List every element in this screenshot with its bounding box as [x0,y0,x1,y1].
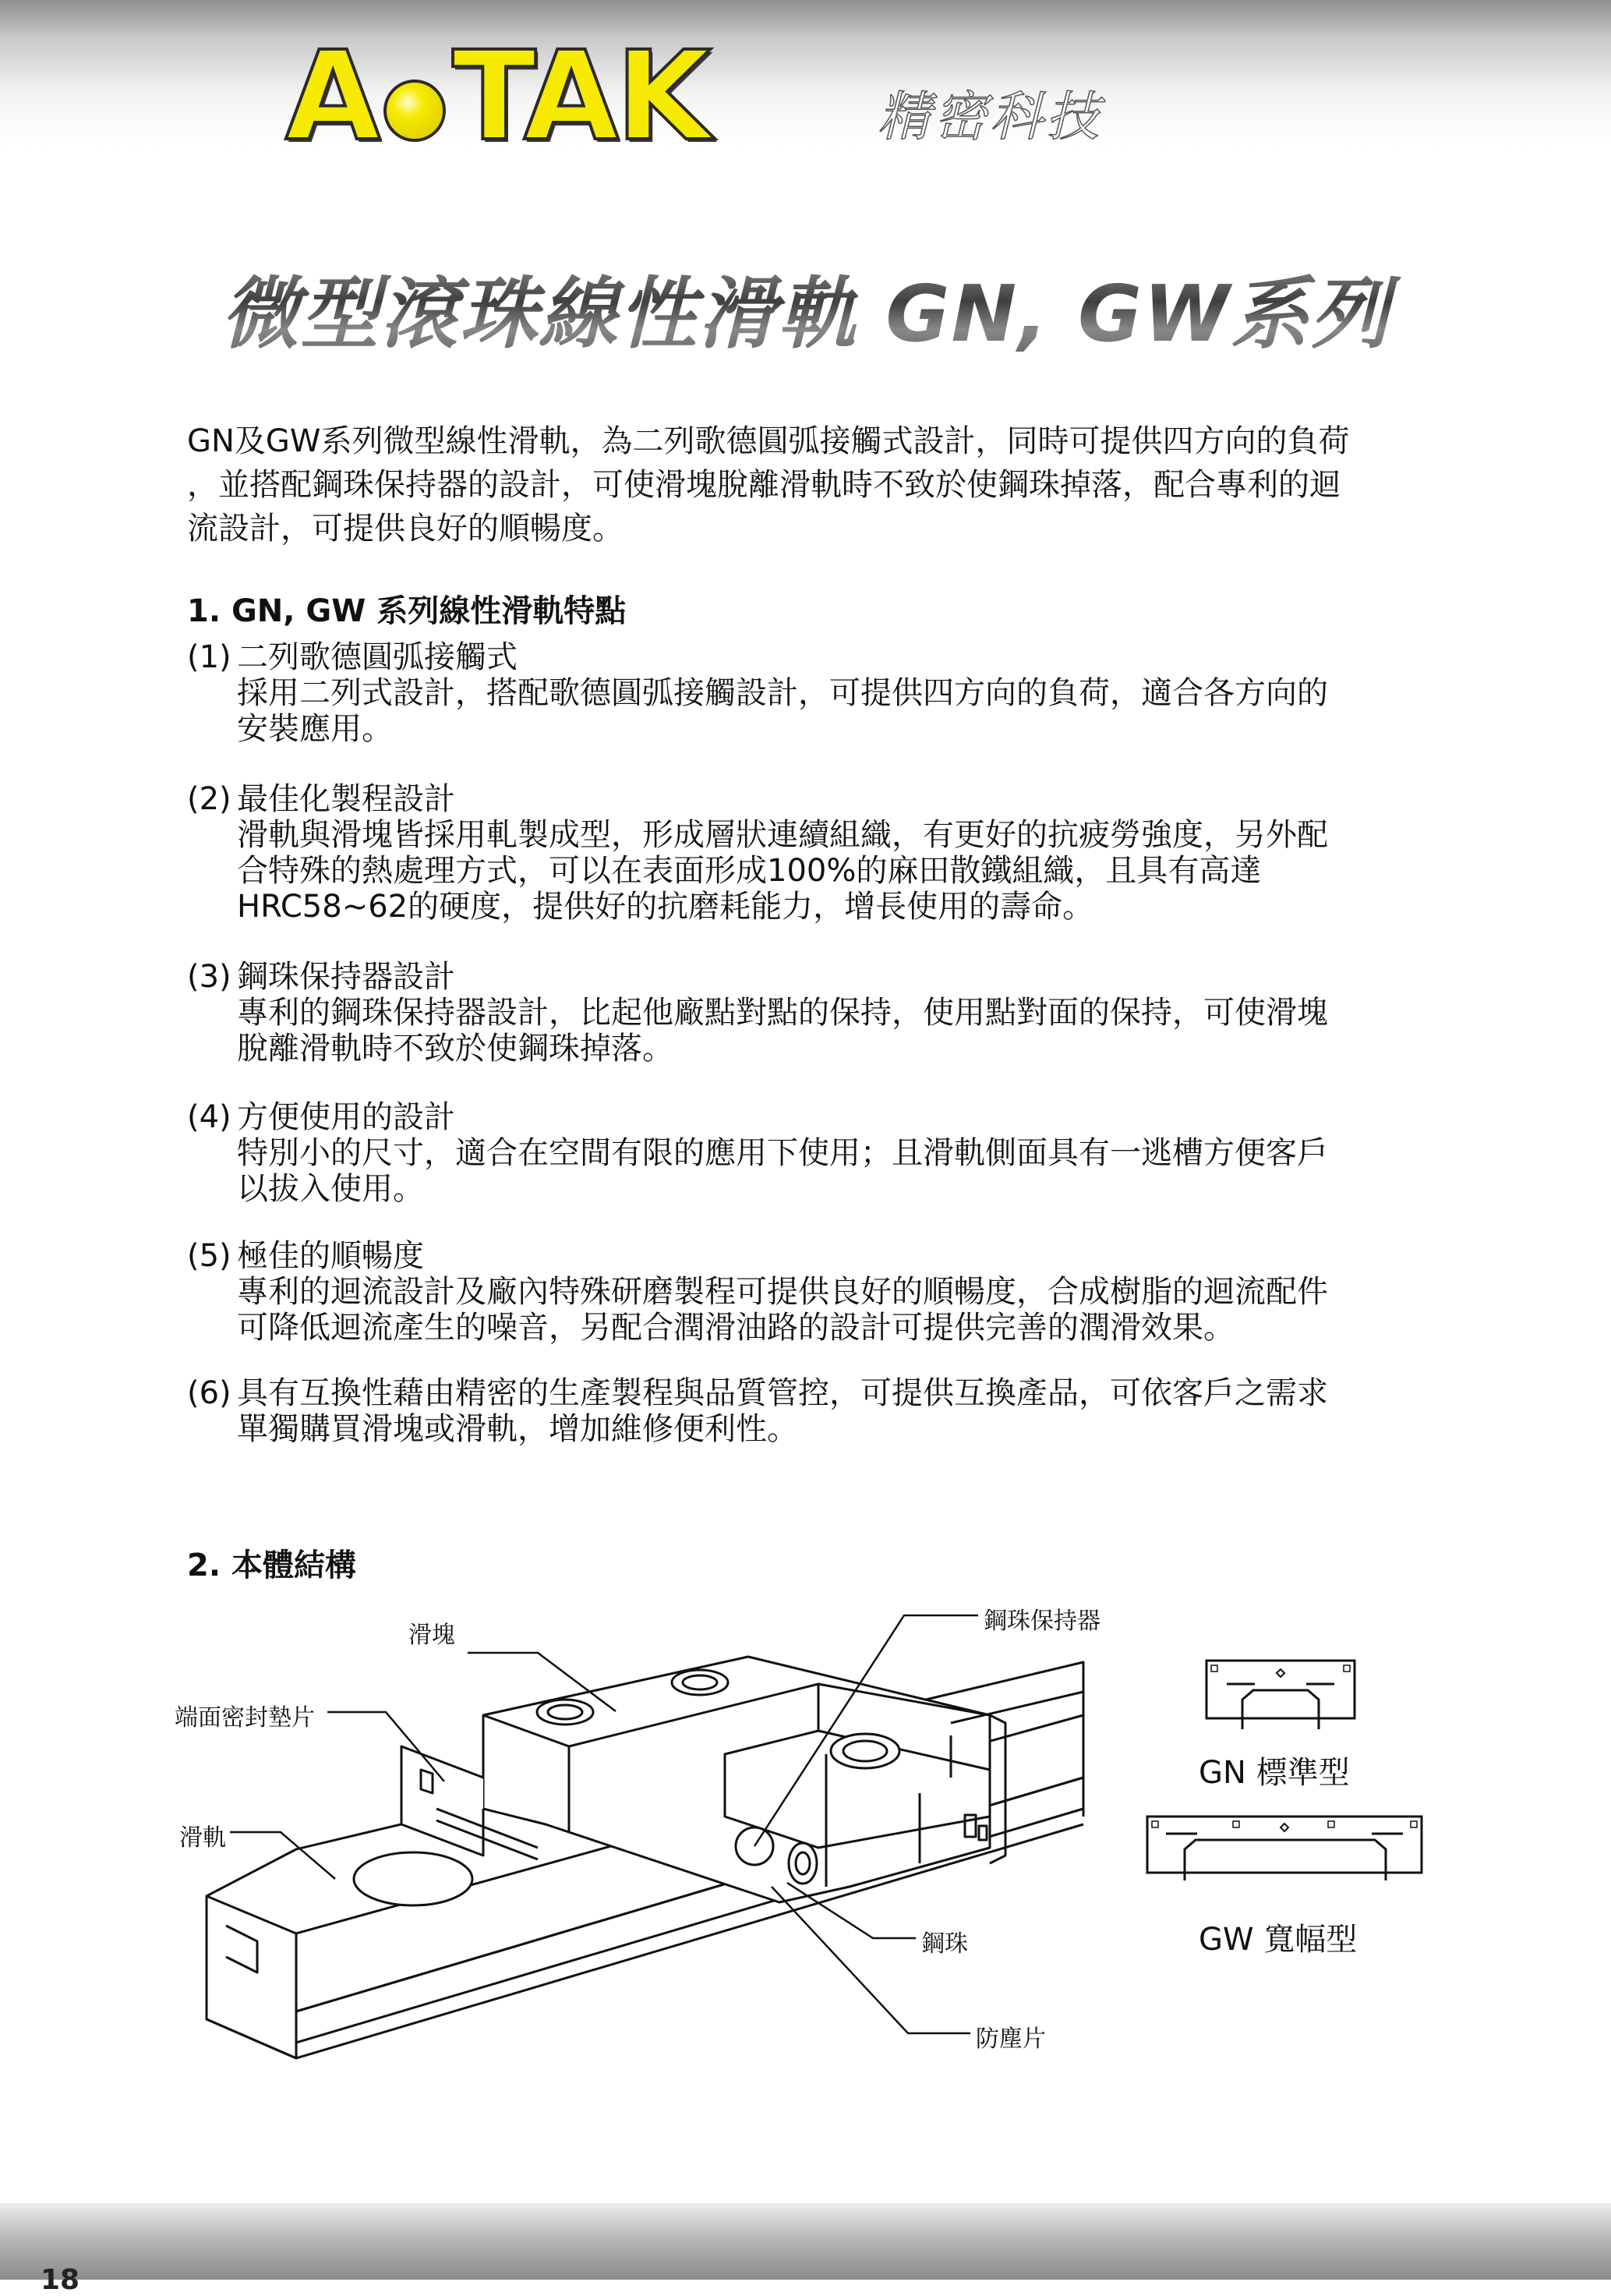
feature-number: (1) [187,639,231,675]
block-hole [537,1700,593,1725]
company-tagline: 精密科技 [878,87,1103,148]
label-retainer: 鋼珠保持器 [984,1608,1100,1635]
section-heading-features: 1. GN, GW 系列線性滑軌特點 [187,593,627,629]
logo-letter-a: A [285,25,378,168]
label-rail: 滑軌 [179,1824,226,1852]
feature-line: 滑軌與滑塊皆採用軋製成型，形成層狀連續組織，有更好的抗疲勞強度，另外配 [237,817,1328,853]
feature-line: 單獨購買滑塊或滑軌，增加維修便利性。 [237,1411,798,1447]
gw-profile-icon [1147,1817,1422,1880]
footer-band [0,2203,1611,2280]
section-heading-structure: 2. 本體結構 [187,1548,356,1583]
block-hole [831,1734,899,1768]
feature-title: 最佳化製程設計 [237,781,455,817]
label-gw-type: GW 寬幅型 [1199,1922,1358,1958]
feature-title: 二列歌德圓弧接觸式 [237,639,518,675]
feature-line: 以拔入使用。 [237,1171,424,1207]
label-ball: 鋼珠 [921,1930,968,1958]
feature-line: 專利的迴流設計及廠內特殊研磨製程可提供良好的順暢度，合成樹脂的迴流配件 [237,1274,1328,1310]
feature-title: 鋼珠保持器設計 [237,959,455,995]
feature-title: 極佳的順暢度 [237,1238,424,1274]
feature-line: HRC58~62的硬度，提供好的抗磨耗能力，增長使用的壽命。 [237,889,1094,925]
label-gn-type: GN 標準型 [1199,1755,1350,1791]
feature-number: (6) [187,1375,231,1411]
intro-line: GN及GW系列微型線性滑軌，為二列歌德圓弧接觸式設計，同時可提供四方向的負荷 [187,423,1350,459]
feature-number: (5) [187,1238,231,1274]
feature-number: (3) [187,959,231,995]
feature-number: (4) [187,1099,231,1135]
block-hole [672,1670,728,1695]
rail-hole [354,1852,472,1905]
page-number: 18 [41,2264,80,2296]
feature-line: 專利的鋼珠保持器設計，比起他廠點對點的保持，使用點對面的保持，可使滑塊 [237,995,1328,1031]
feature-line: 可降低迴流產生的噪音，另配合潤滑油路的設計可提供完善的潤滑效果。 [237,1310,1235,1346]
feature-line: 特別小的尺寸，適合在空間有限的應用下使用；且滑軌側面具有一逃槽方便客戶 [237,1135,1328,1171]
label-block: 滑塊 [408,1622,455,1649]
feature-line: 採用二列式設計，搭配歌德圓弧接觸設計，可提供四方向的負荷，適合各方向的 [237,675,1328,711]
gn-profile-icon [1206,1661,1355,1729]
intro-line: ，並搭配鋼珠保持器的設計，可使滑塊脫離滑軌時不致於使鋼珠掉落，配合專利的迴 [187,467,1341,503]
logo-letters-tak: TAK [452,25,708,168]
label-end-seal: 端面密封墊片 [175,1704,315,1732]
label-dust-seal: 防塵片 [976,2025,1046,2053]
feature-line: 脫離滑軌時不致於使鋼珠掉落。 [237,1031,673,1067]
feature-number: (2) [187,781,231,817]
page-title: 微型滾珠線性滑軌 GN, GW系列 [0,251,1611,363]
feature-line: 合特殊的熱處理方式，可以在表面形成100%的麻田散鐵組織，且具有高達 [237,853,1262,889]
intro-line: 流設計，可提供良好的順暢度。 [187,511,624,547]
feature-title: 方便使用的設計 [237,1099,455,1135]
feature-title: 具有互換性藉由精密的生產製程與品質管控，可提供互換產品，可依客戶之需求 [237,1375,1328,1411]
feature-line: 安裝應用。 [237,711,393,747]
